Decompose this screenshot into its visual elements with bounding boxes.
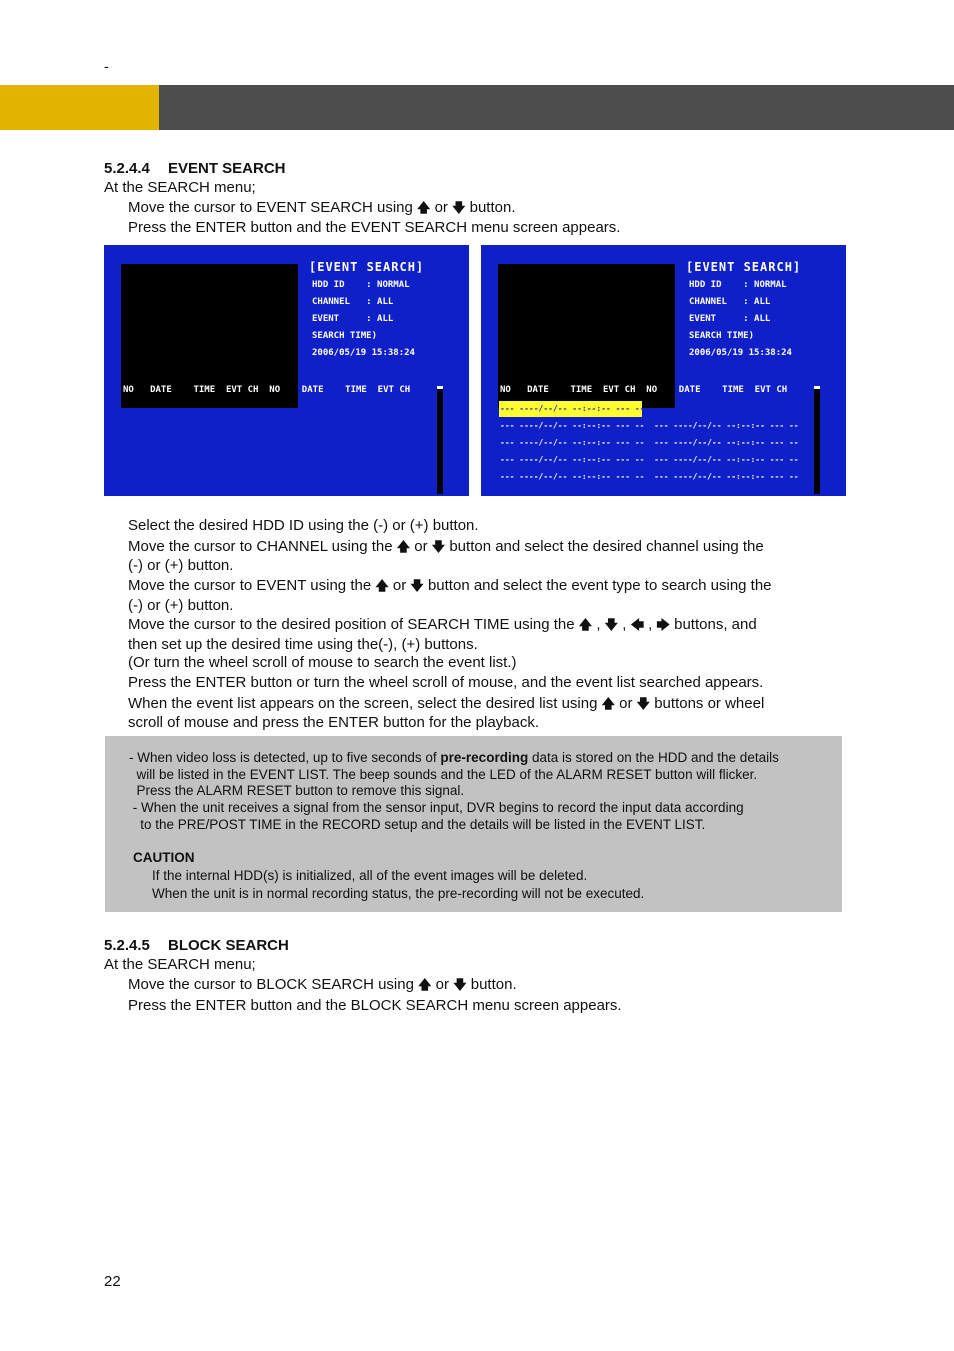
note-line: will be listed in the EVENT LIST. The beep sounds and the LED of the ALARM RESET button will flicker.	[129, 767, 758, 782]
intro-text: At the SEARCH menu;	[104, 179, 256, 196]
osd-search-time-label: SEARCH TIME)	[312, 331, 378, 341]
list-row[interactable]: --- ----/--/-- --:--:-- --- -- --- ----/--/-- --:--:-- --- --	[500, 472, 799, 481]
page-number: 22	[104, 1273, 121, 1290]
caution-line: When the unit is in normal recording status, the pre-recording will not be executed.	[152, 886, 645, 901]
section-title	[104, 160, 286, 177]
text: or	[414, 538, 428, 555]
osd-channel: CHANNEL : ALL	[312, 297, 394, 307]
text: or	[392, 577, 407, 594]
list-row[interactable]: --- ----/--/-- --:--:-- --- -- --- ----/--/-- --:--:-- --- --	[500, 438, 799, 447]
intro-text: At the SEARCH menu;	[104, 956, 256, 973]
list-row-selected[interactable]: --- ----/--/-- --:--:-- --- -- --- ----/--/-- --:--:-- --- --	[500, 404, 799, 413]
osd-search-time: 2006/05/19 15:38:24	[312, 348, 415, 358]
step-line: Select the desired HDD ID using the (-) or (+) button.	[128, 517, 479, 534]
down-arrow-icon: 🡇	[604, 617, 619, 632]
text: Move the cursor to BLOCK SEARCH using	[128, 976, 414, 993]
header-dash: -	[104, 58, 109, 74]
bold-text: pre-recording	[440, 750, 529, 765]
step-line: then set up the desired time using the(-), (+) buttons.	[128, 636, 478, 653]
osd-channel: CHANNEL : ALL	[689, 297, 771, 307]
up-arrow-icon: 🡅	[601, 696, 615, 711]
osd-search-time: 2006/05/19 15:38:24	[689, 348, 792, 358]
step-line	[128, 975, 517, 994]
note-line: Press the ALARM RESET button to remove this signal.	[129, 783, 465, 798]
list-header: NO DATE TIME EVT CH NO DATE TIME EVT CH	[500, 385, 788, 395]
text: button.	[470, 976, 517, 993]
section-number: 5.2.4.4	[104, 160, 150, 177]
osd-search-time-label: SEARCH TIME)	[689, 331, 755, 341]
section-title	[104, 937, 289, 954]
step-line: Press the ENTER button or turn the wheel scroll of mouse, and the event list searched appears.	[128, 674, 764, 691]
up-arrow-icon: 🡅	[375, 578, 389, 593]
scrollbar[interactable]	[814, 386, 820, 494]
caution-title: CAUTION	[133, 850, 195, 865]
text: buttons, and	[674, 616, 757, 633]
down-arrow-icon: 🡇	[431, 539, 446, 554]
up-arrow-icon: 🡅	[417, 200, 431, 215]
step-line: Move the cursor to the desired position of SEARCH TIME using the 🡅 , 🡇 , 🡄 , 🡆 buttons, and	[128, 616, 757, 633]
list-row[interactable]: --- ----/--/-- --:--:-- --- -- --- ----/--/-- --:--:-- --- --	[500, 421, 799, 430]
list-header: NO DATE TIME EVT CH NO DATE TIME EVT CH	[123, 385, 411, 395]
step-line: scroll of mouse and press the ENTER button for the playback.	[128, 714, 540, 731]
step-line: Press the ENTER button and the BLOCK SEARCH menu screen appears.	[128, 997, 622, 1014]
step-line	[128, 694, 764, 713]
note-line	[129, 750, 779, 767]
section-title-text: BLOCK SEARCH	[168, 937, 289, 954]
up-arrow-icon: 🡅	[578, 617, 593, 632]
text: data is stored on the HDD and the details	[528, 750, 779, 765]
step-line: (-) or (+) button.	[128, 557, 234, 574]
left-arrow-icon: 🡄	[630, 617, 644, 632]
text: Move the cursor to the desired position of SEARCH TIME using the	[128, 616, 575, 633]
text: button and select the desired channel using the	[449, 538, 764, 555]
step-line: (Or turn the wheel scroll of mouse to search the event list.)	[128, 654, 517, 671]
right-arrow-icon: 🡆	[656, 617, 670, 632]
text: When the event list appears on the screen, select the desired list using	[128, 695, 598, 712]
down-arrow-icon: 🡇	[453, 977, 467, 992]
note-box	[105, 736, 842, 912]
header-bar	[159, 85, 954, 130]
step-line: (-) or (+) button.	[128, 597, 234, 614]
event-search-screen-list	[481, 245, 846, 496]
note-line: - When the unit receives a signal from the sensor input, DVR begins to record the input data according	[129, 800, 744, 815]
text: buttons or wheel	[654, 695, 765, 712]
down-arrow-icon: 🡇	[410, 578, 424, 593]
section-number: 5.2.4.5	[104, 937, 150, 954]
step-line	[128, 198, 516, 217]
text: button.	[469, 199, 516, 216]
up-arrow-icon: 🡅	[396, 539, 411, 554]
text: Move the cursor to EVENT using the	[128, 577, 372, 594]
up-arrow-icon: 🡅	[418, 977, 432, 992]
note-line: to the PRE/POST TIME in the RECORD setup and the details will be listed in the EVENT LIST.	[129, 817, 706, 832]
list-row[interactable]: --- ----/--/-- --:--:-- --- -- --- ----/--/-- --:--:-- --- --	[500, 455, 799, 464]
text: button and select the event type to search using the	[427, 577, 772, 594]
osd-hdd: HDD ID : NORMAL	[689, 280, 787, 290]
scrollbar	[437, 386, 443, 494]
down-arrow-icon: 🡇	[636, 696, 651, 711]
down-arrow-icon: 🡇	[452, 200, 466, 215]
osd-title: [EVENT SEARCH]	[309, 260, 425, 274]
step-line	[128, 576, 772, 595]
text: Move the cursor to EVENT SEARCH using	[128, 199, 413, 216]
step-line: Press the ENTER button and the EVENT SEARCH menu screen appears.	[128, 219, 621, 236]
osd-event: EVENT : ALL	[312, 314, 394, 324]
text: or	[435, 976, 450, 993]
text: or	[619, 695, 633, 712]
text: or	[434, 199, 448, 216]
text: Move the cursor to CHANNEL using the	[128, 538, 393, 555]
section-title-text: EVENT SEARCH	[168, 160, 286, 177]
event-search-screen-empty	[104, 245, 469, 496]
step-line	[128, 537, 764, 556]
caution-line: If the internal HDD(s) is initialized, all of the event images will be deleted.	[152, 868, 588, 883]
osd-title: [EVENT SEARCH]	[686, 260, 802, 274]
header-accent-bar	[0, 85, 159, 130]
osd-hdd: HDD ID : NORMAL	[312, 280, 410, 290]
text: - When video loss is detected, up to five seconds of	[129, 750, 441, 765]
osd-event: EVENT : ALL	[689, 314, 771, 324]
